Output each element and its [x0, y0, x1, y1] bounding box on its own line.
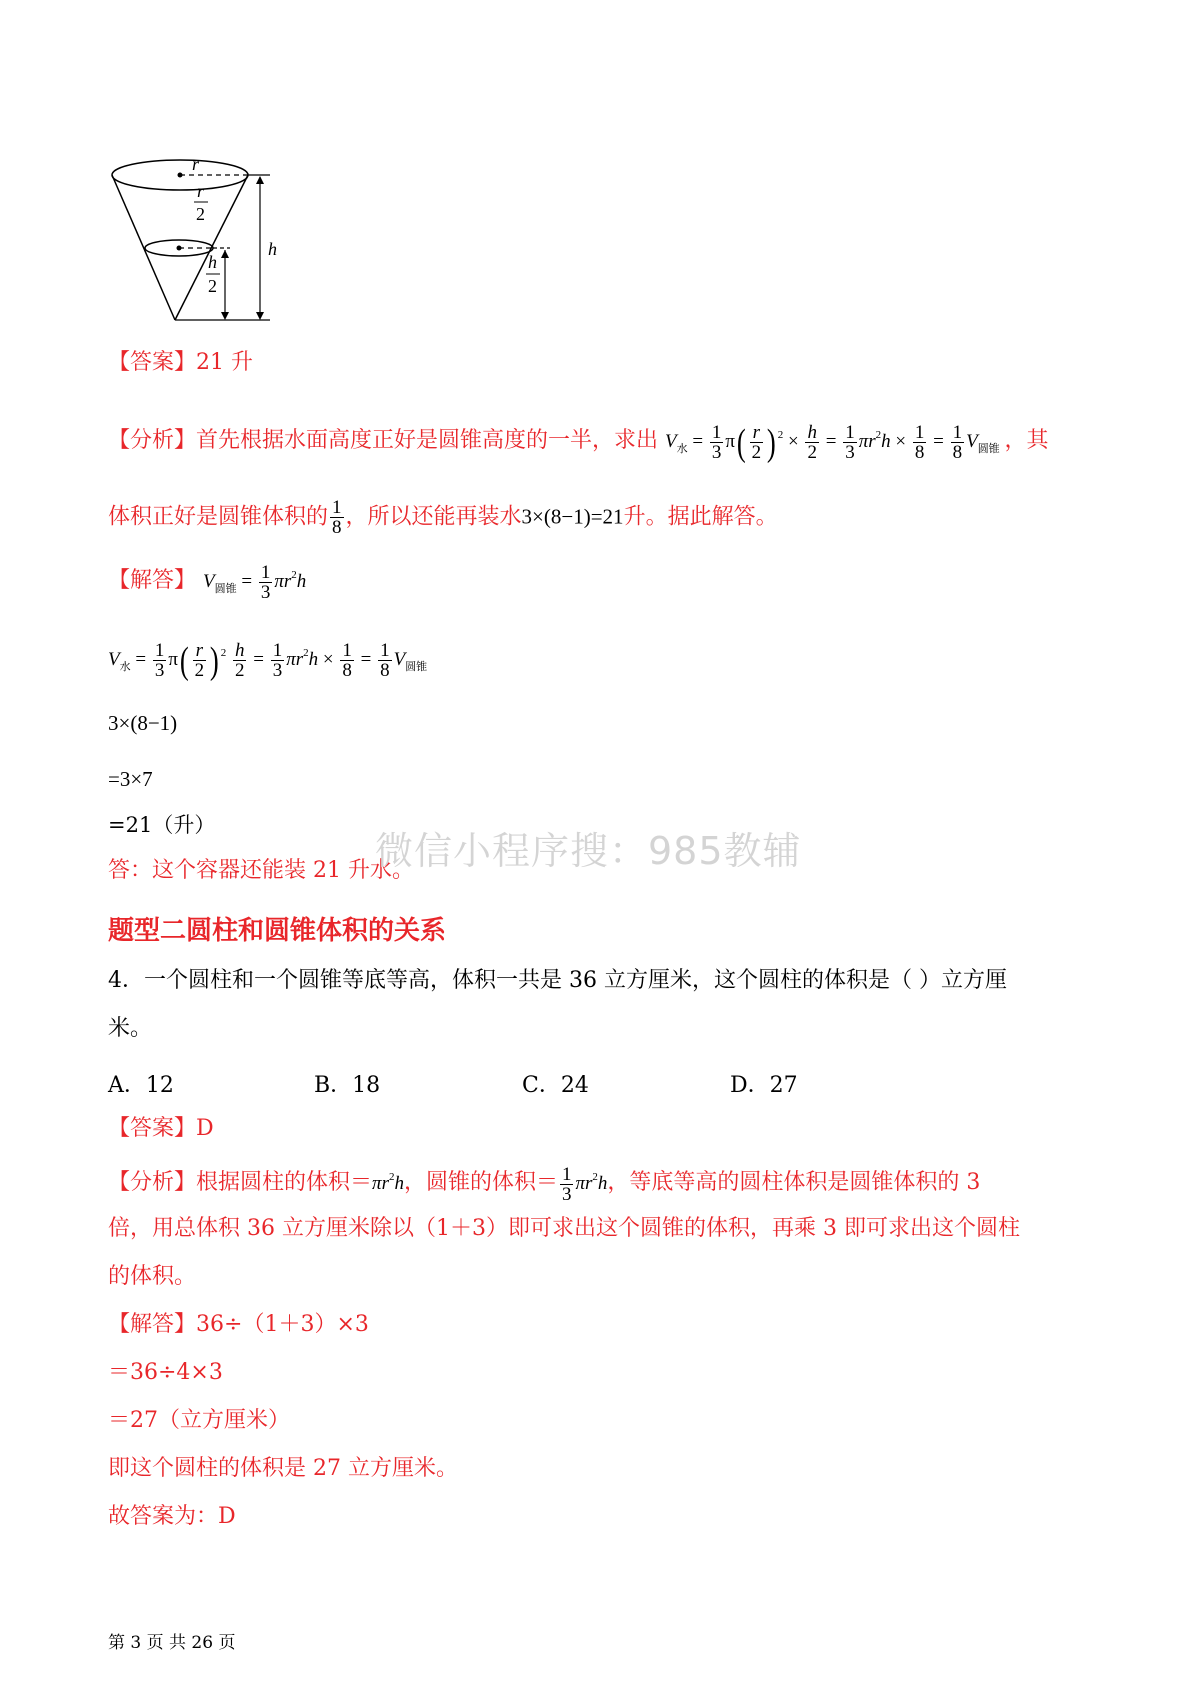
analysis-text-1-end: ，其	[1004, 428, 1049, 453]
solution-step-1: 36÷（1＋3）×3	[196, 1312, 369, 1337]
q4-answer-line	[108, 1114, 214, 1144]
section-title: 题型二圆柱和圆锥体积的关系	[108, 916, 447, 946]
q4-solution-line-2: ＝36÷4×3	[108, 1360, 223, 1385]
analysis-text-2d: 升。据此解答。	[623, 504, 778, 530]
analysis-text-1: 首先根据水面高度正好是圆锥高度的一半，求出	[196, 428, 659, 453]
analysis-text-2: 体积正好是圆锥体积的	[108, 504, 329, 530]
q4-solution-line-4: 即这个圆柱的体积是 27 立方厘米。	[108, 1456, 458, 1481]
choice-d: D．27	[730, 1073, 798, 1098]
label-r-half-den: 2	[196, 204, 205, 224]
q4-solution-line-1	[108, 1310, 369, 1340]
analysis-text-1a: 根据圆柱的体积＝	[196, 1170, 373, 1195]
q3-step-5: =21（升）	[108, 813, 216, 837]
analysis-text-1b: ，圆锥的体积＝	[403, 1170, 558, 1195]
analysis-tag: 【分析】	[108, 428, 197, 453]
answer-tag: 【答案】	[108, 350, 197, 375]
formula-cone-volume: $V_{圆锥}$ = $\frac{1}{3}$ $\pi r^2h$	[203, 562, 307, 604]
label-r-half-num: r	[197, 181, 205, 201]
q3-analysis-line-2	[108, 498, 778, 537]
q4-analysis-line-1	[108, 1162, 980, 1204]
solution-tag: 【解答】	[108, 1312, 197, 1337]
q4-analysis-line-2: 倍，用总体积 36 立方厘米除以（1＋3）即可求出这个圆锥的体积，再乘 3 即可求出这个圆柱	[108, 1216, 1020, 1241]
q3-solution-line-1	[108, 560, 306, 604]
q4-analysis-line-3: 的体积。	[108, 1264, 197, 1289]
analysis-text-1c: ，等底等高的圆柱体积是圆锥体积的 3	[607, 1170, 981, 1195]
q3-solution-line-2	[108, 638, 427, 682]
solution-tag: 【解答】	[108, 568, 197, 593]
page-footer: 第 3 页 共 26 页	[108, 1633, 236, 1653]
label-h-half-den: 2	[208, 276, 217, 296]
analysis-expression: 3×(8−1)=21	[521, 504, 624, 529]
analysis-text-2b: ，所以还能再装水	[345, 504, 522, 530]
q3-analysis-line-1	[108, 420, 1048, 464]
label-h-half-num: h	[208, 252, 217, 272]
analysis-tag: 【分析】	[108, 1170, 197, 1195]
formula-water-volume-2: $V_水$ = $\frac{1}{3}$ π( $\frac{r}{2}$ ) $^2$ $\frac{h}{2}$ = $\frac{1}{3}$ $\pi r^2h$ × $\frac{1}{8}$ = $\frac{1}{8}$ $V_{圆锥}$	[108, 639, 428, 682]
q4-stem-line-2: 米。	[108, 1016, 153, 1041]
q4-solution-line-3: ＝27（立方厘米）	[108, 1408, 290, 1433]
fraction-one-eighth: $\frac{1}{8}$	[332, 497, 342, 538]
formula-cylinder-volume: $\pi r^2h$	[372, 1171, 404, 1194]
q3-answer-line	[108, 348, 253, 378]
choice-a: A．12	[108, 1073, 174, 1098]
q3-final-answer: 答：这个容器还能装 21 升水。	[108, 858, 414, 883]
formula-cone-volume-q4: $\frac{1}{3}$ $\pi r^2h$	[561, 1164, 608, 1206]
q3-step-3: 3×(8−1)	[108, 711, 178, 735]
answer-value: D	[196, 1116, 214, 1141]
choice-b: B．18	[314, 1073, 381, 1098]
watermark: 微信小程序搜：985教辅	[375, 829, 802, 873]
answer-value: 21 升	[196, 350, 254, 375]
choice-c: C．24	[522, 1073, 589, 1098]
formula-water-volume: $V_水$ = $\frac{1}{3}$ π( $\frac{r}{2}$ ) $^2$ × $\frac{h}{2}$ = $\frac{1}{3}$ $\pi r^2h$ × $\frac{1}{8}$ = $\frac{1}{8}$ $V_{圆锥}$	[665, 421, 1000, 464]
label-h: h	[268, 239, 277, 259]
q4-stem-line-1: 4．一个圆柱和一个圆锥等底等高，体积一共是 36 立方厘米，这个圆柱的体积是（ ）立方厘	[108, 968, 1007, 993]
cone-diagram	[100, 150, 400, 330]
label-r: r	[192, 154, 200, 174]
answer-tag: 【答案】	[108, 1116, 197, 1141]
q4-solution-line-5: 故答案为：D	[108, 1504, 236, 1529]
q3-step-4: =3×7	[108, 767, 153, 791]
